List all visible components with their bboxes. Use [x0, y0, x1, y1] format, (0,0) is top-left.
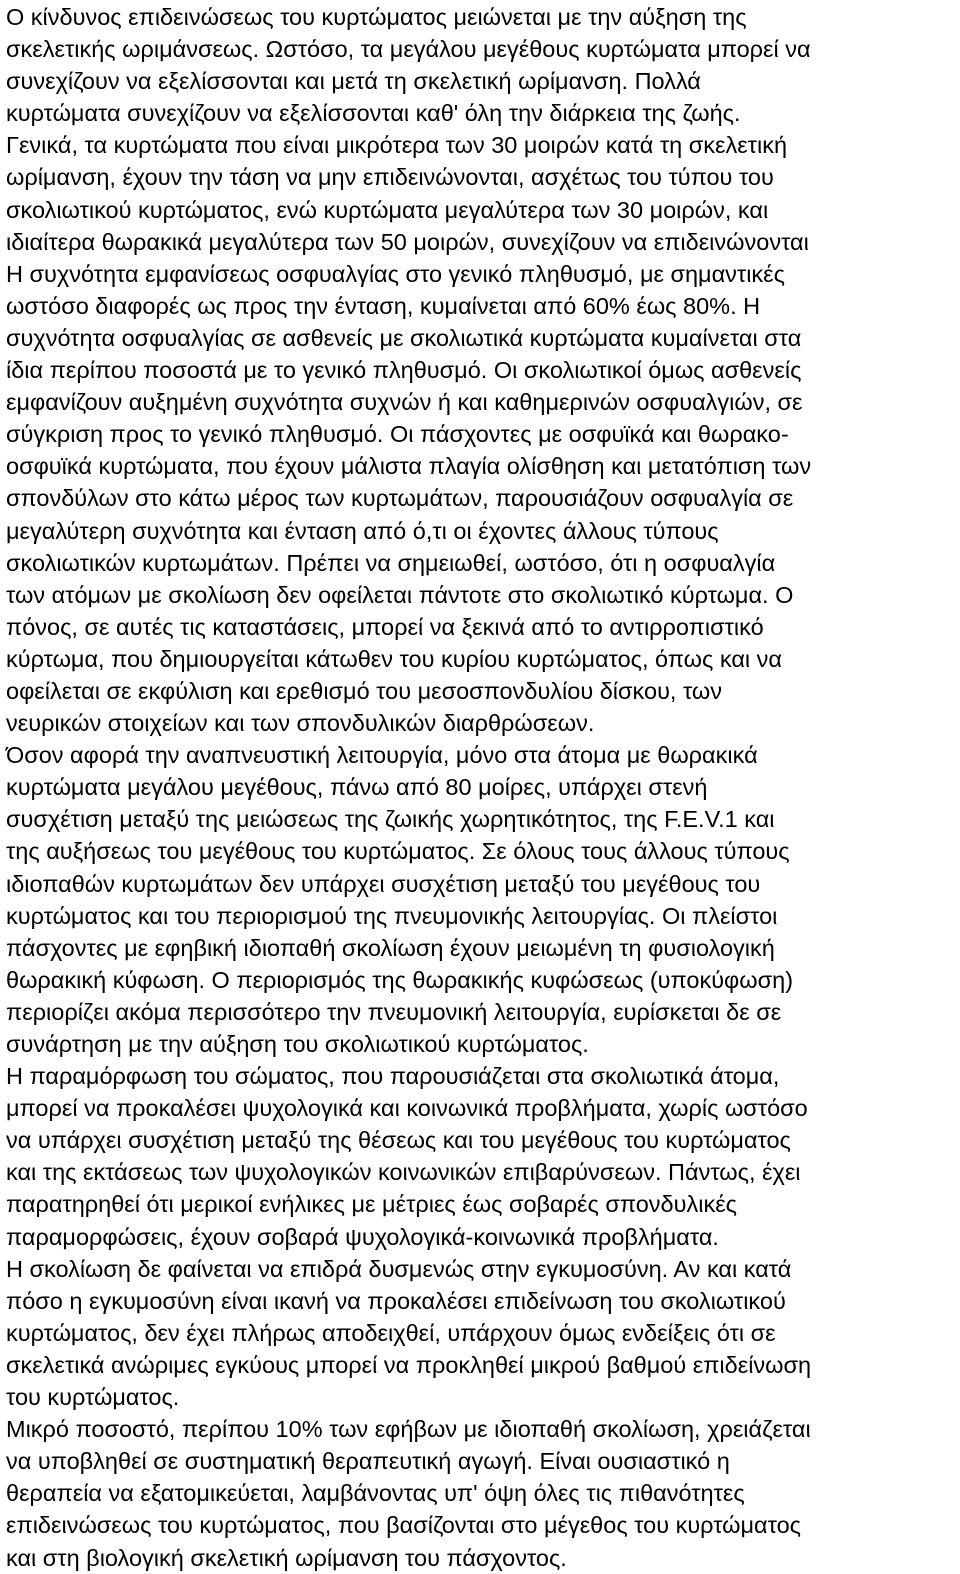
text-line: πόνος, σε αυτές τις καταστάσεις, μπορεί να ξεκινά από το αντιρροπιστικό — [6, 613, 764, 640]
text-line: ωρίμανση, έχουν την τάση να μην επιδεινώνονται, ασχέτως του τύπου του — [6, 164, 774, 191]
text-line: του κυρτώματος. — [6, 1384, 180, 1411]
text-line: κυρτώματα συνεχίζουν να εξελίσσονται καθ' όλη την διάρκεια της ζωής. — [6, 100, 741, 127]
text-line: μεγαλύτερη συχνότητα και ένταση από ό,τι οι έχοντες άλλους τύπους — [6, 517, 719, 544]
text-line: σκολιωτικού κυρτώματος, ενώ κυρτώματα μεγαλύτερα των 30 μοιρών, και — [6, 196, 769, 223]
text-line: Η σκολίωση δε φαίνεται να επιδρά δυσμενώς στην εγκυμοσύνη. Αν και κατά — [6, 1255, 792, 1282]
text-line: Ο κίνδυνος επιδεινώσεως του κυρτώματος μειώνεται με την αύξηση της — [6, 4, 747, 30]
text-line: νευρικών στοιχείων και των σπονδυλικών διαρθρώσεων. — [6, 710, 595, 737]
text-line: σύγκριση προς το γενικό πληθυσμό. Οι πάσχοντες με οσφυϊκά και θωρακο- — [6, 421, 789, 448]
text-line: θωρακική κύφωση. Ο περιορισμός της θωρακικής κυφώσεως (υποκύφωση) — [6, 966, 794, 993]
text-line: κυρτώματος και του περιορισμού της πνευμονικής λειτουργίας. Οι πλείστοι — [6, 902, 778, 929]
text-line: Μικρό ποσοστό, περίπου 10% των εφήβων με ιδιοπαθή σκολίωση, χρειάζεται — [6, 1416, 811, 1443]
text-line: ωστόσο διαφορές ως προς την ένταση, κυμαίνεται από 60% έως 80%. Η — [6, 292, 761, 319]
text-line: να υποβληθεί σε συστηματική θεραπευτική αγωγή. Είναι ουσιαστικό η — [6, 1448, 730, 1475]
text-line: κύρτωμα, που δημιουργείται κάτωθεν του κυρίου κυρτώματος, όπως και να — [6, 645, 783, 672]
text-line: κυρτώματος, δεν έχει πλήρως αποδειχθεί, υπάρχουν όμως ενδείξεις ότι σε — [6, 1319, 776, 1346]
text-line: σκελετικά ανώριμες εγκύους μπορεί να προκληθεί μικρού βαθμού επιδείνωση — [6, 1351, 812, 1378]
text-line: μπορεί να προκαλέσει ψυχολογικά και κοινωνικά προβλήματα, χωρίς ωστόσο — [6, 1095, 808, 1122]
text-line: των ατόμων με σκολίωση δεν οφείλεται πάντοτε στο σκολιωτικό κύρτωμα. Ο — [6, 581, 794, 608]
text-line: παραμορφώσεις, έχουν σοβαρά ψυχολογικά-κοινωνικά προβλήματα. — [6, 1223, 719, 1250]
text-line: και στη βιολογική σκελετική ωρίμανση του πάσχοντος. — [6, 1544, 567, 1571]
text-line: Όσον αφορά την αναπνευστική λειτουργία, μόνο στα άτομα με θωρακικά — [6, 742, 758, 769]
document-body — [6, 1, 952, 1574]
text-line: εμφανίζουν αυξημένη συχνότητα συχνών ή και καθημερινών οσφυαλγιών, σε — [6, 389, 803, 416]
text-line: ιδιοπαθών κυρτωμάτων δεν υπάρχει συσχέτιση μεταξύ του μεγέθους του — [6, 870, 761, 897]
text-line: της αυξήσεως του μεγέθους του κυρτώματος. Σε όλους τους άλλους τύπους — [6, 838, 790, 865]
text-line: περιορίζει ακόμα περισσότερο την πνευμονική λειτουργία, ευρίσκεται δε σε — [6, 998, 782, 1025]
text-line: οσφυϊκά κυρτώματα, που έχουν μάλιστα πλαγία ολίσθηση και μετατόπιση των — [6, 453, 812, 480]
text-line: παρατηρηθεί ότι μερικοί ενήλικες με μέτριες έως σοβαρές σπονδυλικές — [6, 1191, 737, 1218]
text-line: επιδεινώσεως του κυρτώματος, που βασίζονται στο μέγεθος του κυρτώματος — [6, 1512, 801, 1539]
text-line: συσχέτιση μεταξύ της μειώσεως της ζωικής χωρητικότητος, της F.E.V.1 και — [6, 806, 775, 833]
text-line: ιδιαίτερα θωρακικά μεγαλύτερα των 50 μοιρών, συνεχίζουν να επιδεινώνονται — [6, 228, 809, 255]
text-line: συνεχίζουν να εξελίσσονται και μετά τη σκελετική ωρίμανση. Πολλά — [6, 68, 701, 95]
text-line: κυρτώματα μεγάλου μεγέθους, πάνω από 80 μοίρες, υπάρχει στενή — [6, 774, 708, 801]
text-line: πόσο η εγκυμοσύνη είναι ικανή να προκαλέσει επιδείνωση του σκολιωτικού — [6, 1287, 786, 1314]
text-line: σκελετικής ωριμάνσεως. Ωστόσο, τα μεγάλου μεγέθους κυρτώματα μπορεί να — [6, 36, 811, 63]
text-line: και της εκτάσεως των ψυχολογικών κοινωνικών επιβαρύνσεων. Πάντως, έχει — [6, 1159, 801, 1186]
text-line: Η παραμόρφωση του σώματος, που παρουσιάζεται στα σκολιωτικά άτομα, — [6, 1063, 780, 1090]
text-line: θεραπεία να εξατομικεύεται, λαμβάνοντας υπ' όψη όλες τις πιθανότητες — [6, 1480, 745, 1507]
text-line: συχνότητα οσφυαλγίας σε ασθενείς με σκολιωτικά κυρτώματα κυμαίνεται στα — [6, 324, 802, 351]
text-line: πάσχοντες με εφηβική ιδιοπαθή σκολίωση έχουν μειωμένη τη φυσιολογική — [6, 934, 775, 961]
text-line: ίδια περίπου ποσοστά με το γενικό πληθυσμό. Οι σκολιωτικοί όμως ασθενείς — [6, 357, 802, 384]
text-line: σκολιωτικών κυρτωμάτων. Πρέπει να σημειωθεί, ωστόσο, ότι η οσφυαλγία — [6, 549, 776, 576]
text-line: οφείλεται σε εκφύλιση και ερεθισμό του μεσοσπονδυλίου δίσκου, των — [6, 677, 723, 704]
text-line: συνάρτηση με την αύξηση του σκολιωτικού κυρτώματος. — [6, 1031, 589, 1057]
text-line: Γενικά, τα κυρτώματα που είναι μικρότερα των 30 μοιρών κατά τη σκελετική — [6, 132, 788, 159]
text-line: να υπάρχει συσχέτιση μεταξύ της θέσεως και του μεγέθους του κυρτώματος — [6, 1127, 791, 1154]
text-line: σπονδύλων στο κάτω μέρος των κυρτωμάτων, παρουσιάζουν οσφυαλγία σε — [6, 485, 794, 512]
text-line: Η συχνότητα εμφανίσεως οσφυαλγίας στο γενικό πληθυσμό, με σημαντικές — [6, 260, 785, 287]
